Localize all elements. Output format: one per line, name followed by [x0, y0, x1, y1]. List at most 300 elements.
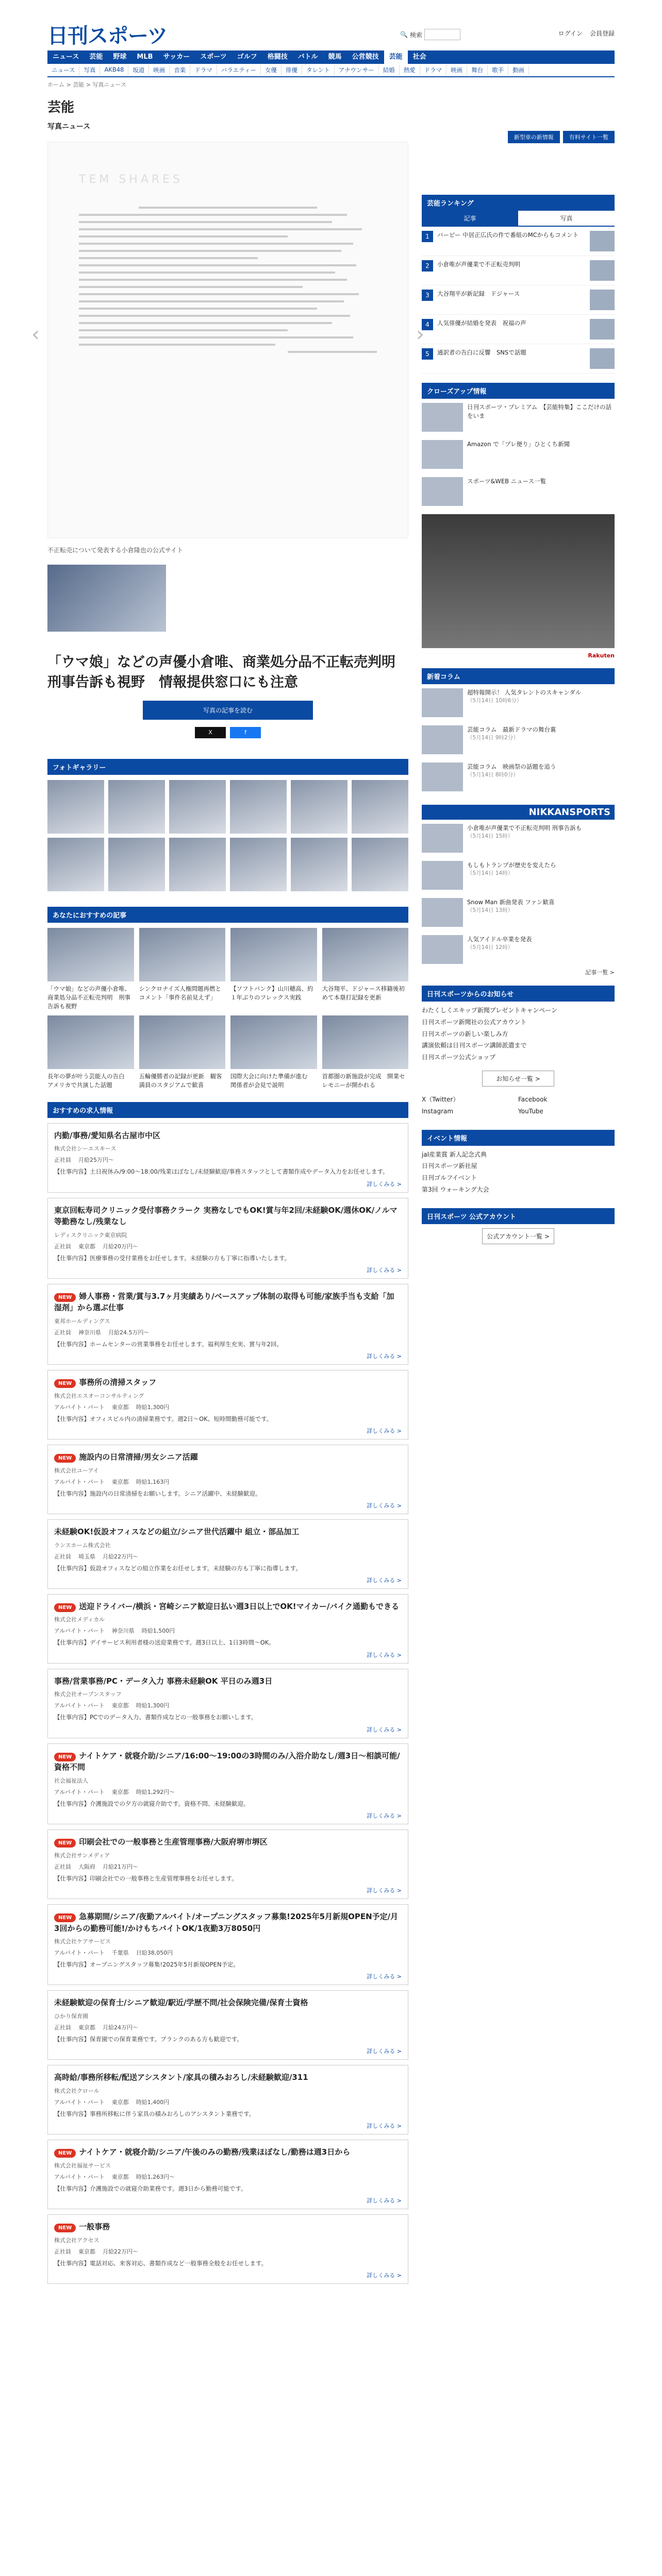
job-company: 株式会社シーエスキース [54, 1145, 117, 1153]
rank-image [590, 319, 615, 340]
job-meta-item: アルバイト・パート [54, 1478, 105, 1485]
ranking-item[interactable] [422, 315, 615, 344]
header-search[interactable] [400, 29, 460, 40]
job-meta-item: 東京都 [111, 1403, 129, 1411]
job-company: 株式会社クロール [54, 2087, 100, 2094]
subnav-item[interactable]: バラエティー [217, 65, 261, 75]
event-link[interactable]: 第3回 ウォーキング大会 [422, 1185, 489, 1193]
job-title-text: 内勤/事務/愛知県名古屋市中区 [54, 1130, 160, 1140]
job-meta-item: 千葉県 [111, 1950, 129, 1957]
rank-number: 1 [422, 231, 433, 242]
rec-card[interactable] [322, 928, 409, 1010]
new-badge: NEW [54, 1753, 76, 1761]
job-more-link[interactable]: 詳しくみる > [367, 1577, 402, 1584]
job-card[interactable] [47, 1284, 408, 1365]
rank-number: 3 [422, 290, 433, 301]
gallery-photo[interactable] [352, 838, 408, 891]
header-links [558, 29, 615, 38]
job-title[interactable] [54, 1377, 402, 1388]
job-meta-item: 神奈川県 [111, 1628, 135, 1635]
new_items-time: （5月14日 10時6分） [467, 697, 522, 704]
service-link[interactable]: 日刊スポーツの新しい楽しみ方 [422, 1030, 508, 1038]
service-box [422, 986, 615, 1121]
site-logo[interactable]: 日刊スポーツ [47, 24, 168, 48]
sns-x-link[interactable]: X（Twitter） [422, 1095, 459, 1103]
job-title[interactable] [54, 1526, 402, 1538]
sns-facebook-link[interactable]: Facebook [518, 1095, 548, 1103]
subnav-item[interactable]: 熱愛 [400, 65, 420, 75]
recommend-heading: あなたにおすすめの記事 [47, 907, 408, 923]
job-meta-item: 時給1,500円 [141, 1628, 175, 1635]
job-meta-item: 月給24万円～ [103, 2024, 138, 2031]
subnav-item[interactable]: ドラマ [190, 65, 217, 75]
job-title[interactable] [54, 1130, 402, 1142]
job-meta-item: 月給20万円～ [103, 1243, 138, 1250]
job-company: ランスホーム株式会社 [54, 1541, 111, 1549]
nav-item[interactable]: ゴルフ [237, 53, 257, 61]
nav-item[interactable]: バトル [297, 53, 318, 61]
new-badge: NEW [54, 1839, 76, 1848]
new_items-text [467, 762, 556, 791]
job-title-text: 未経験OK!仮設オフィスなどの組立/シニア世代活躍中 組立・部品加工 [54, 1527, 300, 1537]
closeup-title: スポーツ&WEB ニュース一覧 [467, 478, 547, 485]
job-title[interactable] [54, 1836, 402, 1848]
job-meta [54, 1948, 402, 1957]
job-title[interactable] [54, 1997, 402, 2009]
new_items-title: 芸能コラム 最新ドラマの舞台裏 [467, 726, 556, 733]
new-badge: NEW [54, 1454, 76, 1463]
job-company: 株式会社福祉サービス [54, 2162, 111, 2169]
gallery-photo[interactable] [230, 780, 287, 834]
sns-youtube-link[interactable]: YouTube [518, 1107, 543, 1115]
job-card[interactable] [47, 1743, 408, 1824]
job-meta-item: 東京都 [111, 2173, 129, 2180]
rec-image [139, 928, 226, 981]
closeup-item[interactable] [422, 473, 615, 510]
nikkan-box [422, 805, 615, 976]
rec-title: 首都圏の新施設が完成 開業セレモニーが開かれる [322, 1073, 405, 1089]
job-meta-item: 神奈川県 [78, 1329, 101, 1336]
x-share-button[interactable]: X [195, 727, 226, 738]
job-meta-item: 東京都 [111, 1478, 129, 1485]
subnav-item[interactable]: 音楽 [170, 65, 190, 75]
gallery-photo[interactable] [352, 780, 408, 834]
new_items-image [422, 762, 463, 791]
nikkan_items-item[interactable] [422, 894, 615, 931]
job-company: 株式会社ユーアイ [54, 1467, 99, 1474]
gallery-photo[interactable] [169, 780, 226, 834]
job-meta-item: 月給21万円～ [103, 1863, 138, 1870]
job-meta-item: 時給1,400円 [136, 2098, 170, 2106]
gallery-photo[interactable] [47, 780, 104, 834]
job-more-link[interactable]: 詳しくみる > [367, 1266, 402, 1274]
gallery-photo[interactable] [291, 838, 347, 891]
job-description: 【仕事内容】オフィスビル内の清掃業務です。週2日〜OK、短時間勤務可能です。 [54, 1415, 273, 1422]
photo-gallery [47, 775, 408, 907]
job-title-text: 急募期間/シニア/夜勤アルバイト/オープニングスタッフ募集!2025年5月新規OPEN予定/月3回からの勤務可能!/かけもちバイトOK/1夜勤3万8050円 [54, 1912, 399, 1933]
closeup-image [422, 403, 463, 432]
subnav-item[interactable]: 俳優 [282, 65, 302, 75]
sub-nav [47, 64, 615, 77]
jobs-heading: おすすめの求人情報 [47, 1102, 408, 1118]
thumbnail[interactable] [47, 565, 166, 632]
new-badge: NEW [54, 2224, 76, 2232]
rec-card[interactable] [230, 928, 317, 1010]
job-meta-item: 時給1,163円 [136, 1478, 170, 1485]
login-link[interactable]: ログイン [558, 30, 583, 37]
service-link[interactable]: 講演依頼は日刊スポーツ講師派遣まで [422, 1042, 527, 1049]
job-meta [54, 1788, 402, 1796]
new_items-image [422, 725, 463, 754]
rakuten-label: Rakuten [588, 652, 615, 659]
job-card[interactable] [47, 2140, 408, 2209]
job-meta-item: 大阪府 [78, 1863, 95, 1870]
read-article-button[interactable]: 写真の記事を読む [143, 701, 313, 720]
job-more-link[interactable]: 詳しくみる > [367, 2272, 402, 2279]
nav-item[interactable]: MLB [137, 53, 153, 61]
ad-button[interactable]: 新型車の新情報 [508, 131, 560, 143]
sns-instagram-link[interactable]: Instagram [422, 1107, 454, 1115]
job-meta-item: 時給1,300円 [136, 1403, 170, 1411]
job-meta-item: 東京都 [78, 1243, 95, 1250]
ranking-item[interactable] [422, 285, 615, 315]
ranking-item[interactable] [422, 256, 615, 285]
ad-image[interactable] [422, 514, 615, 648]
nikkan_items-item[interactable] [422, 931, 615, 968]
nikkan_items-item[interactable] [422, 820, 615, 857]
service-link[interactable]: わたくしくエキップ新聞プレゼントキャンペーン [422, 1007, 558, 1014]
register-link[interactable]: 会員登録 [589, 30, 615, 37]
job-more-link[interactable]: 詳しくみる > [367, 1353, 402, 1360]
subnav-item[interactable]: AKB48 [100, 65, 128, 75]
rec-image [47, 928, 134, 981]
job-more-link[interactable]: 詳しくみる > [367, 2048, 402, 2055]
nav-item[interactable]: サッカー [163, 53, 190, 61]
job-company: ひかり保育園 [54, 2012, 88, 2020]
job-card[interactable] [47, 1370, 408, 1439]
service-link[interactable]: 日刊スポーツ新聞社の公式アカウント [422, 1018, 527, 1026]
job-meta-item: 正社員 [54, 1157, 71, 1164]
job-meta [54, 1552, 402, 1561]
new_items-item[interactable] [422, 721, 615, 758]
new-columns-heading: 新着コラム [422, 668, 615, 684]
subnav-item[interactable]: 歌手 [488, 65, 508, 75]
subnav-item[interactable]: 女優 [261, 65, 282, 75]
nikkan_items-image [422, 861, 463, 890]
next-arrow-icon[interactable]: › [416, 323, 424, 346]
rec-card[interactable] [139, 1015, 226, 1089]
search-input[interactable] [424, 29, 460, 40]
job-card[interactable] [47, 1829, 408, 1899]
top-ad-buttons [508, 131, 615, 143]
event-link[interactable]: 日刊ゴルフイベント [422, 1174, 477, 1182]
job-more-link[interactable]: 詳しくみる > [367, 2197, 402, 2205]
job-title[interactable] [54, 1451, 402, 1463]
job-meta-item: 時給1,263円～ [136, 2173, 175, 2180]
service-more-button[interactable]: お知らせ一覧 > [482, 1071, 554, 1087]
official-more-button[interactable]: 公式アカウント一覧 > [482, 1228, 554, 1244]
recommend-grid [47, 923, 408, 1101]
job-meta-item: 埼玉県 [78, 1553, 95, 1560]
job-meta [54, 1626, 402, 1635]
new-badge: NEW [54, 1603, 76, 1612]
closeup-title: 日刊スポーツ・プレミアム 【芸能特集】ここだけの話をいま [467, 403, 612, 419]
rec-card[interactable] [47, 928, 134, 1010]
new_items-title: 超特報開示！ 人気タレントのスキャンダル [467, 689, 582, 696]
more-link[interactable]: 記事一覧 > [585, 969, 615, 976]
event-link[interactable]: 日刊スポーツ新社屋 [422, 1162, 477, 1170]
rec-card[interactable] [139, 928, 226, 1010]
job-description: 【仕事内容】印刷会社での一般事務と生産管理事務をお任せします。 [54, 1874, 238, 1882]
job-meta-item: アルバイト・パート [54, 1403, 105, 1411]
job-title-text: 送迎ドライバー/横浜・宮崎シニア歓迎日払い週3日以上でOK!マイカー/バイク通勤もできる [79, 1601, 400, 1611]
job-title[interactable] [54, 2146, 402, 2158]
nav-item[interactable]: 公営競技 [352, 53, 379, 61]
job-more-link[interactable]: 詳しくみる > [367, 1428, 402, 1435]
closeup-heading: クローズアップ情報 [422, 383, 615, 399]
new_items-text [467, 725, 556, 754]
job-title[interactable] [54, 2221, 402, 2233]
new_items-item[interactable] [422, 684, 615, 721]
job-card[interactable] [47, 1519, 408, 1589]
rank-title: 小倉唯が声優業で不正転売判明 [437, 261, 520, 268]
nikkan_items-text [467, 935, 532, 964]
new_items-item[interactable] [422, 758, 615, 795]
job-card[interactable] [47, 2214, 408, 2284]
subnav-item[interactable]: 動画 [508, 65, 529, 75]
job-card[interactable] [47, 1123, 408, 1193]
job-title[interactable] [54, 1675, 402, 1687]
job-more-link[interactable]: 詳しくみる > [367, 1812, 402, 1820]
rec-title: 「ウマ娘」などの声優小倉唯、商業処分品不正転売判明 刑事告訴も視野 [47, 985, 130, 1010]
nikkan_items-text [467, 824, 582, 853]
job-title-text: 印刷会社での一般事務と生産管理事務/大阪府堺市堺区 [79, 1837, 268, 1847]
job-title-text: 施設内の日常清掃/男女シニア活躍 [79, 1452, 198, 1462]
rec-title: 大谷翔平、ドジャース移籍後初めて本塁打記録を更新 [322, 985, 405, 1001]
document-image [79, 201, 377, 358]
job-more-link[interactable]: 詳しくみる > [367, 1887, 402, 1894]
nav-item[interactable]: 芸能 [89, 53, 103, 61]
job-card[interactable] [47, 2065, 408, 2134]
gallery-photo[interactable] [169, 838, 226, 891]
rank-image [590, 290, 615, 310]
job-meta [54, 1403, 402, 1411]
job-meta [54, 1862, 402, 1871]
rec-card[interactable] [47, 1015, 134, 1089]
job-more-link[interactable]: 詳しくみる > [367, 1651, 402, 1658]
job-card[interactable] [47, 1445, 408, 1514]
job-description: 【仕事内容】介護施設での夕方の就寝介助です。資格不問、未経験歓迎。 [54, 1800, 250, 1807]
rec-image [230, 1015, 317, 1069]
subnav-item[interactable]: 坂道 [128, 65, 149, 75]
service-link[interactable]: 日刊スポーツ公式ショップ [422, 1054, 496, 1061]
job-more-link[interactable]: 詳しくみる > [367, 1502, 402, 1510]
gallery-photo[interactable] [230, 838, 287, 891]
nikkan_items-text [467, 861, 556, 890]
job-meta-item: 月給25万円～ [78, 1157, 114, 1164]
rec-title: 【ソフトバンク】山川穂高、約１年ぶりのフレックス実践 [230, 985, 313, 1001]
nikkan_items-time: （5月14日 13時） [467, 907, 514, 913]
job-title-text: 東京回転寿司クリニック受付事務クラーク 実務なしでもOK!賞与年2回/未経験OK/週休OK/ノルマ等勤務なし/残業なし [54, 1205, 398, 1227]
job-card[interactable] [47, 1669, 408, 1738]
rec-title: 長年の夢が叶う芸能人の告白 アメリカで共演した話題 [47, 1073, 130, 1089]
job-card[interactable] [47, 1198, 408, 1279]
sidebar [422, 92, 615, 2289]
rec-title: 国際大会に向けた準備が進む 関係者が会見で説明 [230, 1073, 313, 1089]
job-title-text: ナイトケア・就寝介助/シニア/16:00〜19:00の3時間のみ/入浴介助なし/週3日〜相談可能/資格不問 [54, 1751, 400, 1772]
job-card[interactable] [47, 1990, 408, 2060]
job-company: 株式会社メディカル [54, 1616, 105, 1623]
job-title-text: 未経験歓迎の保育士/シニア歓迎/駅近/学歴不問/社会保険完備/保育士資格 [54, 1998, 308, 2008]
job-company: 株式会社エスオーコンサルティング [54, 1392, 144, 1399]
nikkan_items-time: （5月14日 14時） [467, 870, 514, 876]
job-meta-item: アルバイト・パート [54, 1702, 105, 1709]
job-more-link[interactable]: 詳しくみる > [367, 2123, 402, 2130]
job-description: 【仕事内容】保育園での保育業務です。ブランクのある方も歓迎です。 [54, 2035, 243, 2043]
rec-title: シンクロナイズ人権問題再燃とコメント「事件名前見えず」 [139, 985, 222, 1001]
tab-photos[interactable]: 写真 [560, 215, 573, 222]
job-meta-item: 東京都 [111, 1702, 129, 1709]
subnav-item[interactable]: ニュース [47, 65, 79, 75]
subnav-item[interactable]: 写真 [79, 65, 100, 75]
ranking-heading: 芸能ランキング [422, 195, 615, 211]
job-more-link[interactable]: 詳しくみる > [367, 1973, 402, 1980]
nav-item[interactable]: 野球 [113, 53, 127, 61]
closeup-image [422, 477, 463, 506]
job-title-text: 高時給/事務所移転/配送アシスタント/家具の積みおろし/未経験歓迎/311 [54, 2073, 308, 2082]
doc-watermark: TEM SHARES [79, 173, 184, 186]
rec-image [47, 1015, 134, 1069]
new_items-time: （5月14日 8時0分） [467, 771, 519, 778]
job-more-link[interactable]: 詳しくみる > [367, 1726, 402, 1733]
ranking-item[interactable] [422, 227, 615, 256]
job-title[interactable] [54, 1911, 402, 1934]
nikkan_items-title: もしもトランプが歴史を変えたら [467, 861, 556, 869]
rec-card[interactable] [230, 1015, 317, 1089]
job-card[interactable] [47, 1904, 408, 1985]
job-title[interactable] [54, 1205, 402, 1228]
subnav-item[interactable]: タレント [302, 65, 335, 75]
job-card[interactable] [47, 1594, 408, 1664]
job-meta [54, 1478, 402, 1486]
job-description: 【仕事内容】仮設オフィスなどの組立作業をお任せします。未経験の方も丁寧に指導します。 [54, 1564, 302, 1572]
job-description: 【仕事内容】ホームセンターの営業事務をお任せします。福利厚生充実、賞与年2回。 [54, 1340, 283, 1348]
rank-number: 2 [422, 260, 433, 272]
new-badge: NEW [54, 1913, 76, 1922]
job-description: 【仕事内容】デイサービス利用者様の送迎業務です。週3日以上、1日3時間〜OK。 [54, 1639, 275, 1647]
job-title[interactable] [54, 1750, 402, 1773]
job-meta-item: 時給1,300円 [136, 1702, 170, 1709]
facebook-share-button[interactable]: f [230, 727, 261, 738]
rank-image [590, 231, 615, 251]
job-company: 株式会社オープンスタッフ [54, 1691, 122, 1698]
job-meta-item: 正社員 [54, 1329, 71, 1336]
prev-arrow-icon[interactable]: ‹ [31, 323, 40, 346]
nav-item[interactable]: ニュース [53, 53, 79, 61]
ranking-item[interactable] [422, 344, 615, 374]
subnav-item[interactable]: 結婚 [379, 65, 400, 75]
job-title-text: 事務/営業事務/PC・データ入力 事務未経験OK 平日のみ週3日 [54, 1676, 273, 1686]
nav-item[interactable]: 競馬 [328, 53, 342, 61]
ad-button[interactable]: 有料サイト一覧 [563, 131, 615, 143]
job-company: 社会福祉法人 [54, 1777, 88, 1784]
job-more-link[interactable]: 詳しくみる > [367, 1180, 402, 1188]
nikkan_items-title: 人気アイドル卒業を発表 [467, 936, 532, 943]
job-meta-item: 正社員 [54, 2024, 71, 2031]
job-meta [54, 2247, 402, 2256]
ranking-box [422, 195, 615, 374]
job-description: 【仕事内容】医療事務の受付業務をお任せします。未経験の方も丁寧に指導いたします。 [54, 1254, 291, 1262]
nav-item[interactable]: スポーツ [200, 53, 227, 61]
job-description: 【仕事内容】土日祝休み/9:00〜18:00/残業ほぼなし/未経験歓迎/事務スタッフとして書類作成やデータ入力をお任せします。 [54, 1168, 389, 1176]
nikkan_items-image [422, 935, 463, 964]
rec-card[interactable] [322, 1015, 409, 1089]
photo-viewer [31, 142, 424, 538]
gallery-photo[interactable] [108, 838, 165, 891]
subnav-item[interactable]: 舞台 [467, 65, 488, 75]
new_items-title: 芸能コラム 映画祭の話題を追う [467, 763, 556, 770]
nikkan_items-title: Snow Man 新曲発表 ファン歓喜 [467, 899, 555, 906]
rec-image [322, 1015, 409, 1069]
job-title-text: 事務所の清掃スタッフ [79, 1378, 157, 1387]
share-buttons [47, 727, 408, 738]
nikkan_items-text [467, 898, 555, 927]
service-heading: 日刊スポーツからのお知らせ [422, 986, 615, 1002]
gallery-photo[interactable] [108, 780, 165, 834]
new-badge: NEW [54, 1379, 76, 1388]
nikkan_items-item[interactable] [422, 857, 615, 894]
job-title[interactable] [54, 1601, 402, 1613]
subnav-item[interactable]: 映画 [446, 65, 467, 75]
nav-item[interactable]: 格闘技 [267, 53, 288, 61]
job-meta-item: 正社員 [54, 1863, 71, 1870]
rank-number: 5 [422, 348, 433, 360]
event-heading: イベント情報 [422, 1130, 615, 1146]
subnav-item[interactable]: 映画 [149, 65, 170, 75]
tab-articles[interactable]: 記事 [422, 211, 518, 226]
gallery-photo[interactable] [291, 780, 347, 834]
article-headline[interactable]: 「ウマ娘」などの声優小倉唯、商業処分品不正転売判明 刑事告訴も視野 情報提供窓口にも注意 [47, 654, 409, 691]
new-badge: NEW [54, 1293, 76, 1302]
rank-title: 通訳者の告白に反響 SNSで話題 [437, 349, 526, 356]
site-header [47, 0, 615, 50]
main-column [31, 92, 424, 2289]
job-description: 【仕事内容】施設内の日常清掃をお願いします。シニア活躍中、未経験歓迎。 [54, 1489, 261, 1497]
nikkan_items-time: （5月14日 15時） [467, 833, 514, 839]
job-meta [54, 1156, 402, 1164]
closeup-item[interactable] [422, 436, 615, 473]
job-company: レディスクリニック東京病院 [54, 1231, 127, 1239]
gallery-photo[interactable] [47, 838, 104, 891]
subnav-item[interactable]: アナウンサー [335, 65, 379, 75]
job-meta-item: アルバイト・パート [54, 1950, 105, 1957]
subnav-item[interactable]: ドラマ [420, 65, 447, 75]
job-meta-item: 正社員 [54, 1553, 71, 1560]
rank-title: 人気俳優が結婚を発表 祝福の声 [437, 319, 526, 327]
nav-item[interactable]: 芸能 [384, 50, 408, 64]
photo-caption: 不正転売について発表する小倉隆也の公式サイト [47, 547, 183, 554]
job-title-text: 婦人事務・営業/賞与3.7ヶ月実績あり/ベースアップ体制の取得も可能/家族手当も支給「加湿剤」から選ぶ仕事 [54, 1291, 394, 1313]
event-link[interactable]: jal産業賞 新人記念式典 [422, 1150, 487, 1158]
job-title[interactable] [54, 1291, 402, 1314]
nikkan_items-image [422, 898, 463, 927]
nav-item[interactable]: 社会 [412, 53, 426, 61]
job-title[interactable] [54, 2072, 402, 2083]
job-meta [54, 2098, 402, 2106]
rec-image [322, 928, 409, 981]
search-label: 検索 [409, 31, 422, 39]
closeup-item[interactable] [422, 399, 615, 436]
